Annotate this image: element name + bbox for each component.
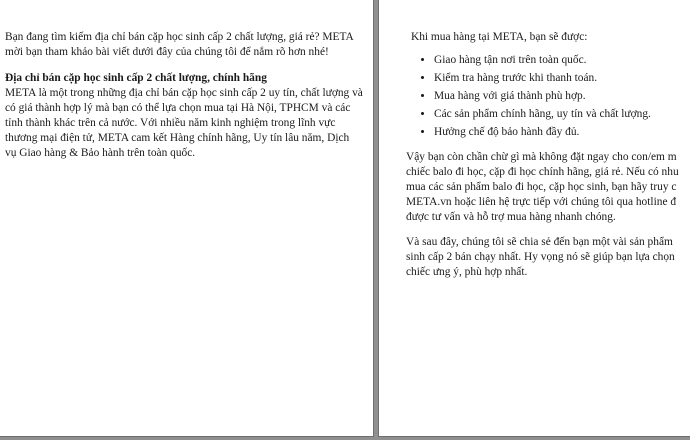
text-line: Vậy bạn còn chần chừ gì mà không đặt ngay cho con/em m [406, 151, 677, 163]
page-content [406, 30, 690, 290]
list-item: • Giao hàng tận nơi trên toàn quốc. [434, 53, 690, 68]
text-line: chiếc balo đi học, cặp đi học chính hãng, giá rẻ. Nếu có nhu [406, 166, 679, 178]
page-content [5, 30, 363, 172]
text-line: mua các sản phẩm balo đi học, cặp học sinh, bạn hãy truy c [406, 181, 677, 193]
call-to-action-paragraph [406, 150, 690, 225]
list-item: • Hưởng chế độ bảo hành đầy đủ. [434, 125, 690, 140]
text-line: chiếc ưng ý, phù hợp nhất. [406, 266, 528, 278]
benefits-list [406, 53, 690, 140]
body-paragraph: META là một trong những địa chỉ bán cặp học sinh cấp 2 uy tín, chất lượng và có giá thành hợp lý mà bạn có thể lựa chọn mua tại Hà Nội, TPHCM và các tỉnh thành khác trên cả nước. Với nhiều năm kinh nghiệm trong lĩnh vực thương mại điện tử, META cam kết Hàng chính hãng, Uy tín lâu năm, Dịch vụ Giao hàng & Bảo hành trên toàn quốc. [5, 87, 363, 159]
section-heading: Địa chỉ bán cặp học sinh cấp 2 chất lượng, chính hãng [5, 72, 267, 84]
benefits-intro: Khi mua hàng tại META, bạn sẽ được: [411, 31, 588, 43]
list-item: • Các sản phẩm chính hãng, uy tín và chất lượng. [434, 107, 690, 122]
text-line: được tư vấn và hỗ trợ mua hàng nhanh chóng. [406, 211, 616, 223]
products-intro-paragraph [406, 235, 690, 280]
list-item: • Kiểm tra hàng trước khi thanh toán. [434, 71, 690, 86]
list-item: • Mua hàng với giá thành phù hợp. [434, 89, 690, 104]
text-line: sinh cấp 2 bán chạy nhất. Hy vọng nó sẽ giúp bạn lựa chọn [406, 251, 675, 263]
text-line: META.vn hoặc liên hệ trực tiếp với chúng tôi qua hotline đ [406, 196, 677, 208]
text-line: Và sau đây, chúng tôi sẽ chia sẻ đến bạn một vài sản phẩm [406, 236, 673, 248]
document-page-right [378, 0, 690, 437]
intro-paragraph: Bạn đang tìm kiếm địa chỉ bán cặp học sinh cấp 2 chất lượng, giá rẻ? META mời bạn tham khảo bài viết dưới đây của chúng tôi để nắm rõ hơn nhé! [5, 31, 354, 58]
